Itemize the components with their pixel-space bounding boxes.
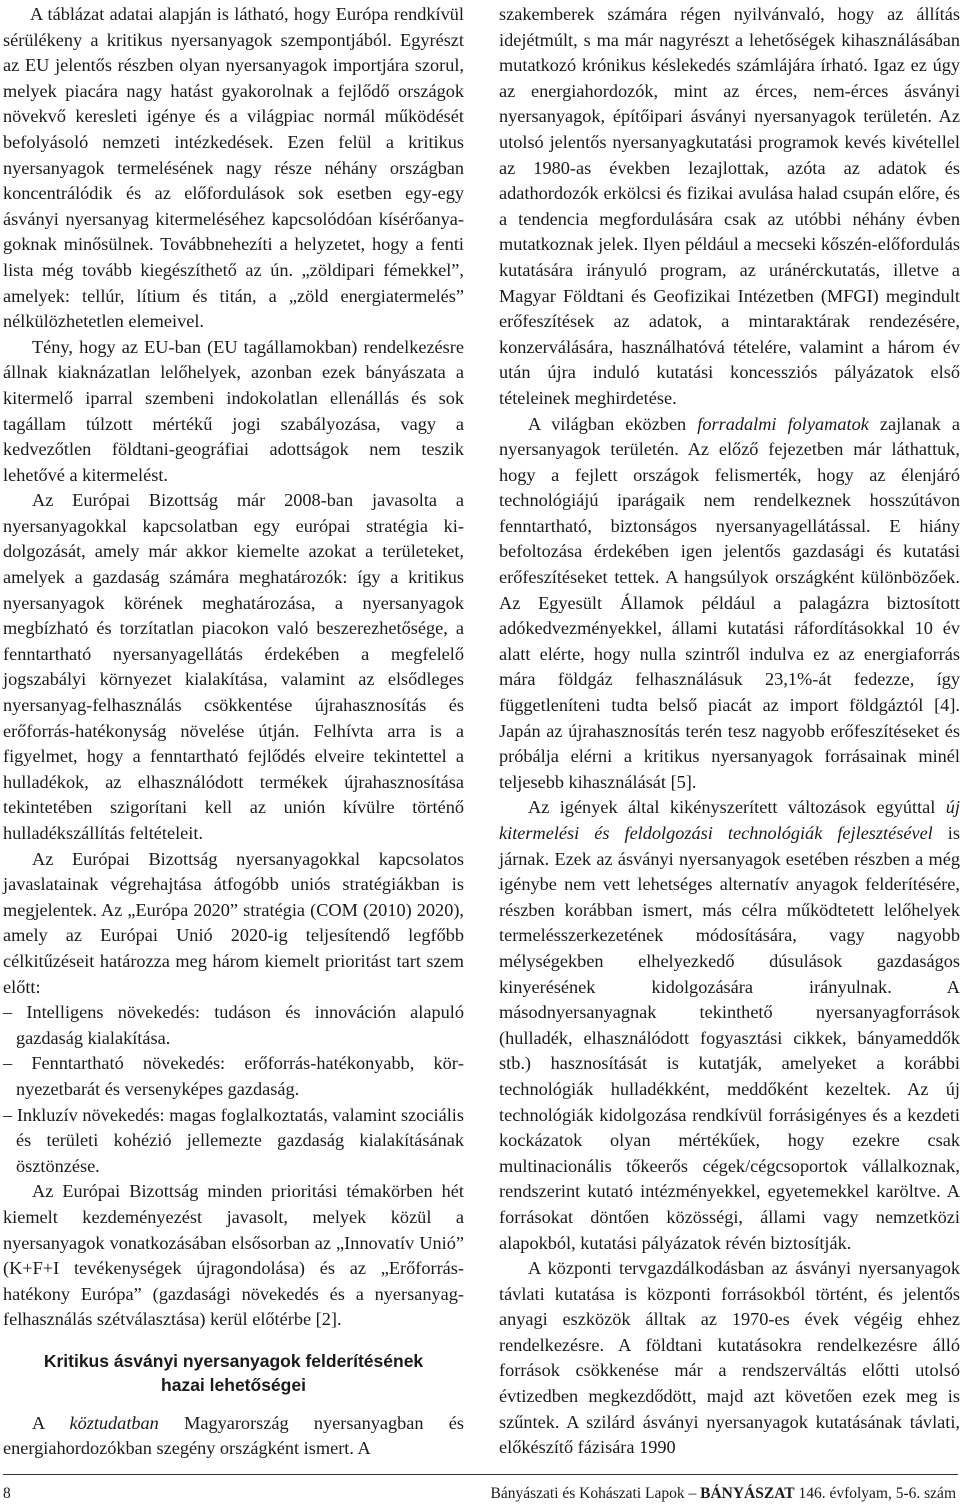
paragraph <box>499 795 960 1256</box>
text-run: A világban eközben <box>528 413 698 434</box>
footer-divider <box>3 1474 958 1475</box>
journal-brand: BÁNYÁSZAT <box>700 1485 795 1502</box>
section-heading-line: hazai lehetőségei <box>161 1374 306 1395</box>
paragraph: A táblázat adatai alapján is látható, hogy Európa rendkívül sérülékeny a kritikus nyersanyagok szempontjából. Egyrészt az EU jelentős részben olyan nyersanyagok importjára szorul, melyek piacára nagy hatást gyakorolnak a fejlődő országok növekvő keresleti igénye és a világpiac normál működését befolyásoló nemzeti intézkedések. Ezen felül a kritikus nyersanyagok termelésének nagy része néhány országban koncentrálódik és az előfordulások sok esetben egy-egy ásványi nyersanyag kitermeléséhez kapcsolódóan kísérőanyagoknak minősülnek. Továbbnehezíti a helyzetet, hogy a fenti lista még tovább kiegészíthető az ún. „zöldipari fémekkel”, amelyek: tellúr, lítium és titán, a „zöld energiatermelés” nélkülözhetetlen elemeivel. <box>3 4 464 332</box>
section-heading-line: Kritikus ásványi nyersanyagok felderítésének <box>43 1350 424 1371</box>
italic-run: forradalmi folyamatok <box>697 413 869 434</box>
page-footer <box>3 1483 956 1505</box>
text-run: A <box>32 1412 70 1433</box>
page-number: 8 <box>3 1485 11 1502</box>
right-column <box>499 2 960 1461</box>
list-item: – Fenntartható növekedés: erőforrás-hatékonyabb, környezetbarát és versenyképes gazdaság. <box>3 1051 464 1102</box>
list-item: – Inkluzív növekedés: magas foglalkoztatás, valamint szociális és területi kohézió jellemezte gazdaság kialakításának ösztönzése. <box>3 1103 464 1180</box>
list-item: – Intelligens növekedés: tudáson és innováción alapuló gazdaság kialakítása. <box>3 1000 464 1051</box>
italic-run: új kitermelési és feldolgozási technológiák fejlesztésével <box>499 797 960 843</box>
paragraph <box>3 1411 464 1462</box>
text-run: Az igények által kikényszerített változások egyúttal <box>528 797 946 818</box>
italic-run: köztudatban <box>69 1412 159 1433</box>
paragraph: Az Európai Bizottság nyersanyagokkal kapcsolatos javaslatainak végrehajtása átfogóbb uniós stratégiákban is megjelentek. Az „Európa 2020” stratégia (COM (2010) 2020), amely az Európai Unió 2020-ig teljesítendő legfőbb célkitűzéseit határozza meg három kiemelt prioritást tart szem előtt: <box>3 848 464 997</box>
text-run: zajlanak a nyersanyagok területén. Az előző fejezetben már láthattuk, hogy a fejlett országok felismerték, hogy az élenjáró technológiájú iparágaik nem rendelkeznek hosszútávon fenntartható, biztonságos nyersanyagellátással. E hiány befoltozása érdekében igen jelentős gazdasági és kutatási erőfeszítéseket tettek. A hangsúlyok országként különbözőek. Az Egyesült Államok például a palagázra biztosított adókedvezményekkel, állami kutatási ráfordításokkal 10 év alatt elérte, hogy nulla szintről indulva ez az energiaforrás mára földgáz felhasználásuk 23,1%-át fedezze, így függetleníteni tudta belső piacát az import földgáztól [4]. Japán az újrahasznosítás terén tesz nagyobb erőfeszítéseket és próbálja elérni a kritikus nyersanyagok forrásainak minél teljesebb kihasználását [5]. <box>499 413 960 792</box>
text-run: Magyarország nyersanyagban és energiahordozókban szegény országként ismert. A <box>3 1412 465 1459</box>
paragraph: Tény, hogy az EU-ban (EU tagállamokban) rendelkezésre állnak kiaknázatlan lelőhelyek, azonban ezek bányászata a kitermelő iparral szembeni indokolatlan ellenállás és sok tagállam túlzott mértékű jogi szabályozása, vagy a kedvezőtlen földtani-geográfiai adottságok nem teszik lehetővé a kitermelést. <box>3 336 464 485</box>
paragraph: Az Európai Bizottság minden prioritási témakörben hét kiemelt kezdeményezést javasolt, melyek közül a nyersanyagok vonatkozásában elsősorban az „Innovatív Unió” (K+F+I tevékenységek újragondolása) és az „Erőforrás-hatékony Európa” (gazdasági növekedés és a nyersanyag-felhasználás szétválasztása) kerül előtérbe [2]. <box>3 1181 464 1330</box>
text-run: is járnak. Ezek az ásványi nyersanyagok esetében részben a még igénybe nem vett lehetséges alternatív anyagok felderítésére, részben korábban ismert, más célra működtetett lelőhelyek termelésszerkezetének módosítására, vagy nagyobb mélységekben elhelyezkedő dúsulások gazdaságos kinyerésének kidolgozására irányulnak. A másodnyersanyagnak tekinthető nyersanyagforrások (hulladék, elhasználódott fogyasztási cikkek, bányameddők stb.) hasznosítását is kutatják, amelyeket a korábbi technológiák hulladékként, meddőként kezeltek. Az új technológiák kidolgozása rendkívül forrásigényes és a kezdeti kockázatok olyan mértékűek, hogy ezekre csak multinacionális tőkeerős cégek/cégcsoportok vállalkoznak, rendszerint kutató intézményekkel, egyetemekkel karöltve. A forrásokat döntően közösségi, állami vagy nemzetközi alapokból, kutatási pályázatok révén biztosítják. <box>499 823 960 1253</box>
left-column <box>3 2 464 1462</box>
journal-issue: 146. évfolyam, 5-6. szám <box>798 1485 956 1502</box>
section-heading <box>3 1349 464 1397</box>
paragraph <box>499 412 960 796</box>
paragraph: Az Európai Bizottság már 2008-ban javasolta a nyersanyagokkal kapcsolatban egy európai stratégia kidolgozását, amely már akkor kiemelte azokat a területeket, amelyek a gazdaság számára meghatározók: így a kritikus nyersanyagok körének meghatározása, a nyersanyagok megbízható és torzítatlan piacokon való beszerezhetősége, a fenntartható nyersanyagellátás érdekében a megfelelő jogszabályi környezet kialakítása, valamint az elsődleges nyersanyag-felhasználás csökkentése újrahasznosítás és erőforrás-hatékonyság növelése útján. Felhívta arra is a figyelmet, hogy a fenntartható fejlődés elveire tekintettel a hulladékok, az elhasználódott termékek újrahasznosítása tekintetében szigorítani kell az unión kívülre történő hulladékszállítás feltételeit. <box>3 490 464 843</box>
journal-prefix: Bányászati és Kohászati Lapok – <box>490 1485 697 1502</box>
paragraph: A központi tervgazdálkodásban az ásványi nyersanyagok távlati kutatása is központi forrásokból történt, és jelentős anyagi eszközök álltak az 1970-es évek végéig ehhez rendelkezésre. A földtani kutatásokra rendelkezésre álló források csökkenése már a rendszerváltás előtti utolsó évtizedben megkezdődött, majd azt követően ezek meg is szűntek. A szilárd ásványi nyersanyagok kutatásának távlati, előkészítő fázisára 1990 <box>499 1258 960 1458</box>
priority-list <box>3 1000 464 1179</box>
journal-reference <box>491 1483 957 1505</box>
paragraph: szakemberek számára régen nyilvánvaló, hogy az állítás idejétmúlt, s ma már nagyrészt a lehetőségek kihasználásában mutatkozó krónikus késlekedés számlájára írható. Igaz ez úgy az energiahordozók, mint az érces, nem-érces ásványi nyersanyagok, építőipari ásványi nyersanyagok területén. Az utolsó jelentős nyersanyagkutatási programok kevés kivétellel az 1980-as években lezajlottak, azóta az adatok és adathordozók erkölcsi és fizikai avulása halad csupán előre, és a tendencia megfordulására csak az utóbbi néhány évben mutatkoznak jelek. Ilyen például a mecseki kőszén-előfordulás kutatására irányuló program, az uránérckutatás, illetve a Magyar Földtani és Geofizikai Intézetben (MFGI) megindult erőfeszítések az adatok, a mintaraktárak rendezésére, konzerválására, használhatóvá tételére, valamint a három év után újra induló kutatási koncessziós pályázatok első tételeinek meghirdetése. <box>499 4 960 408</box>
